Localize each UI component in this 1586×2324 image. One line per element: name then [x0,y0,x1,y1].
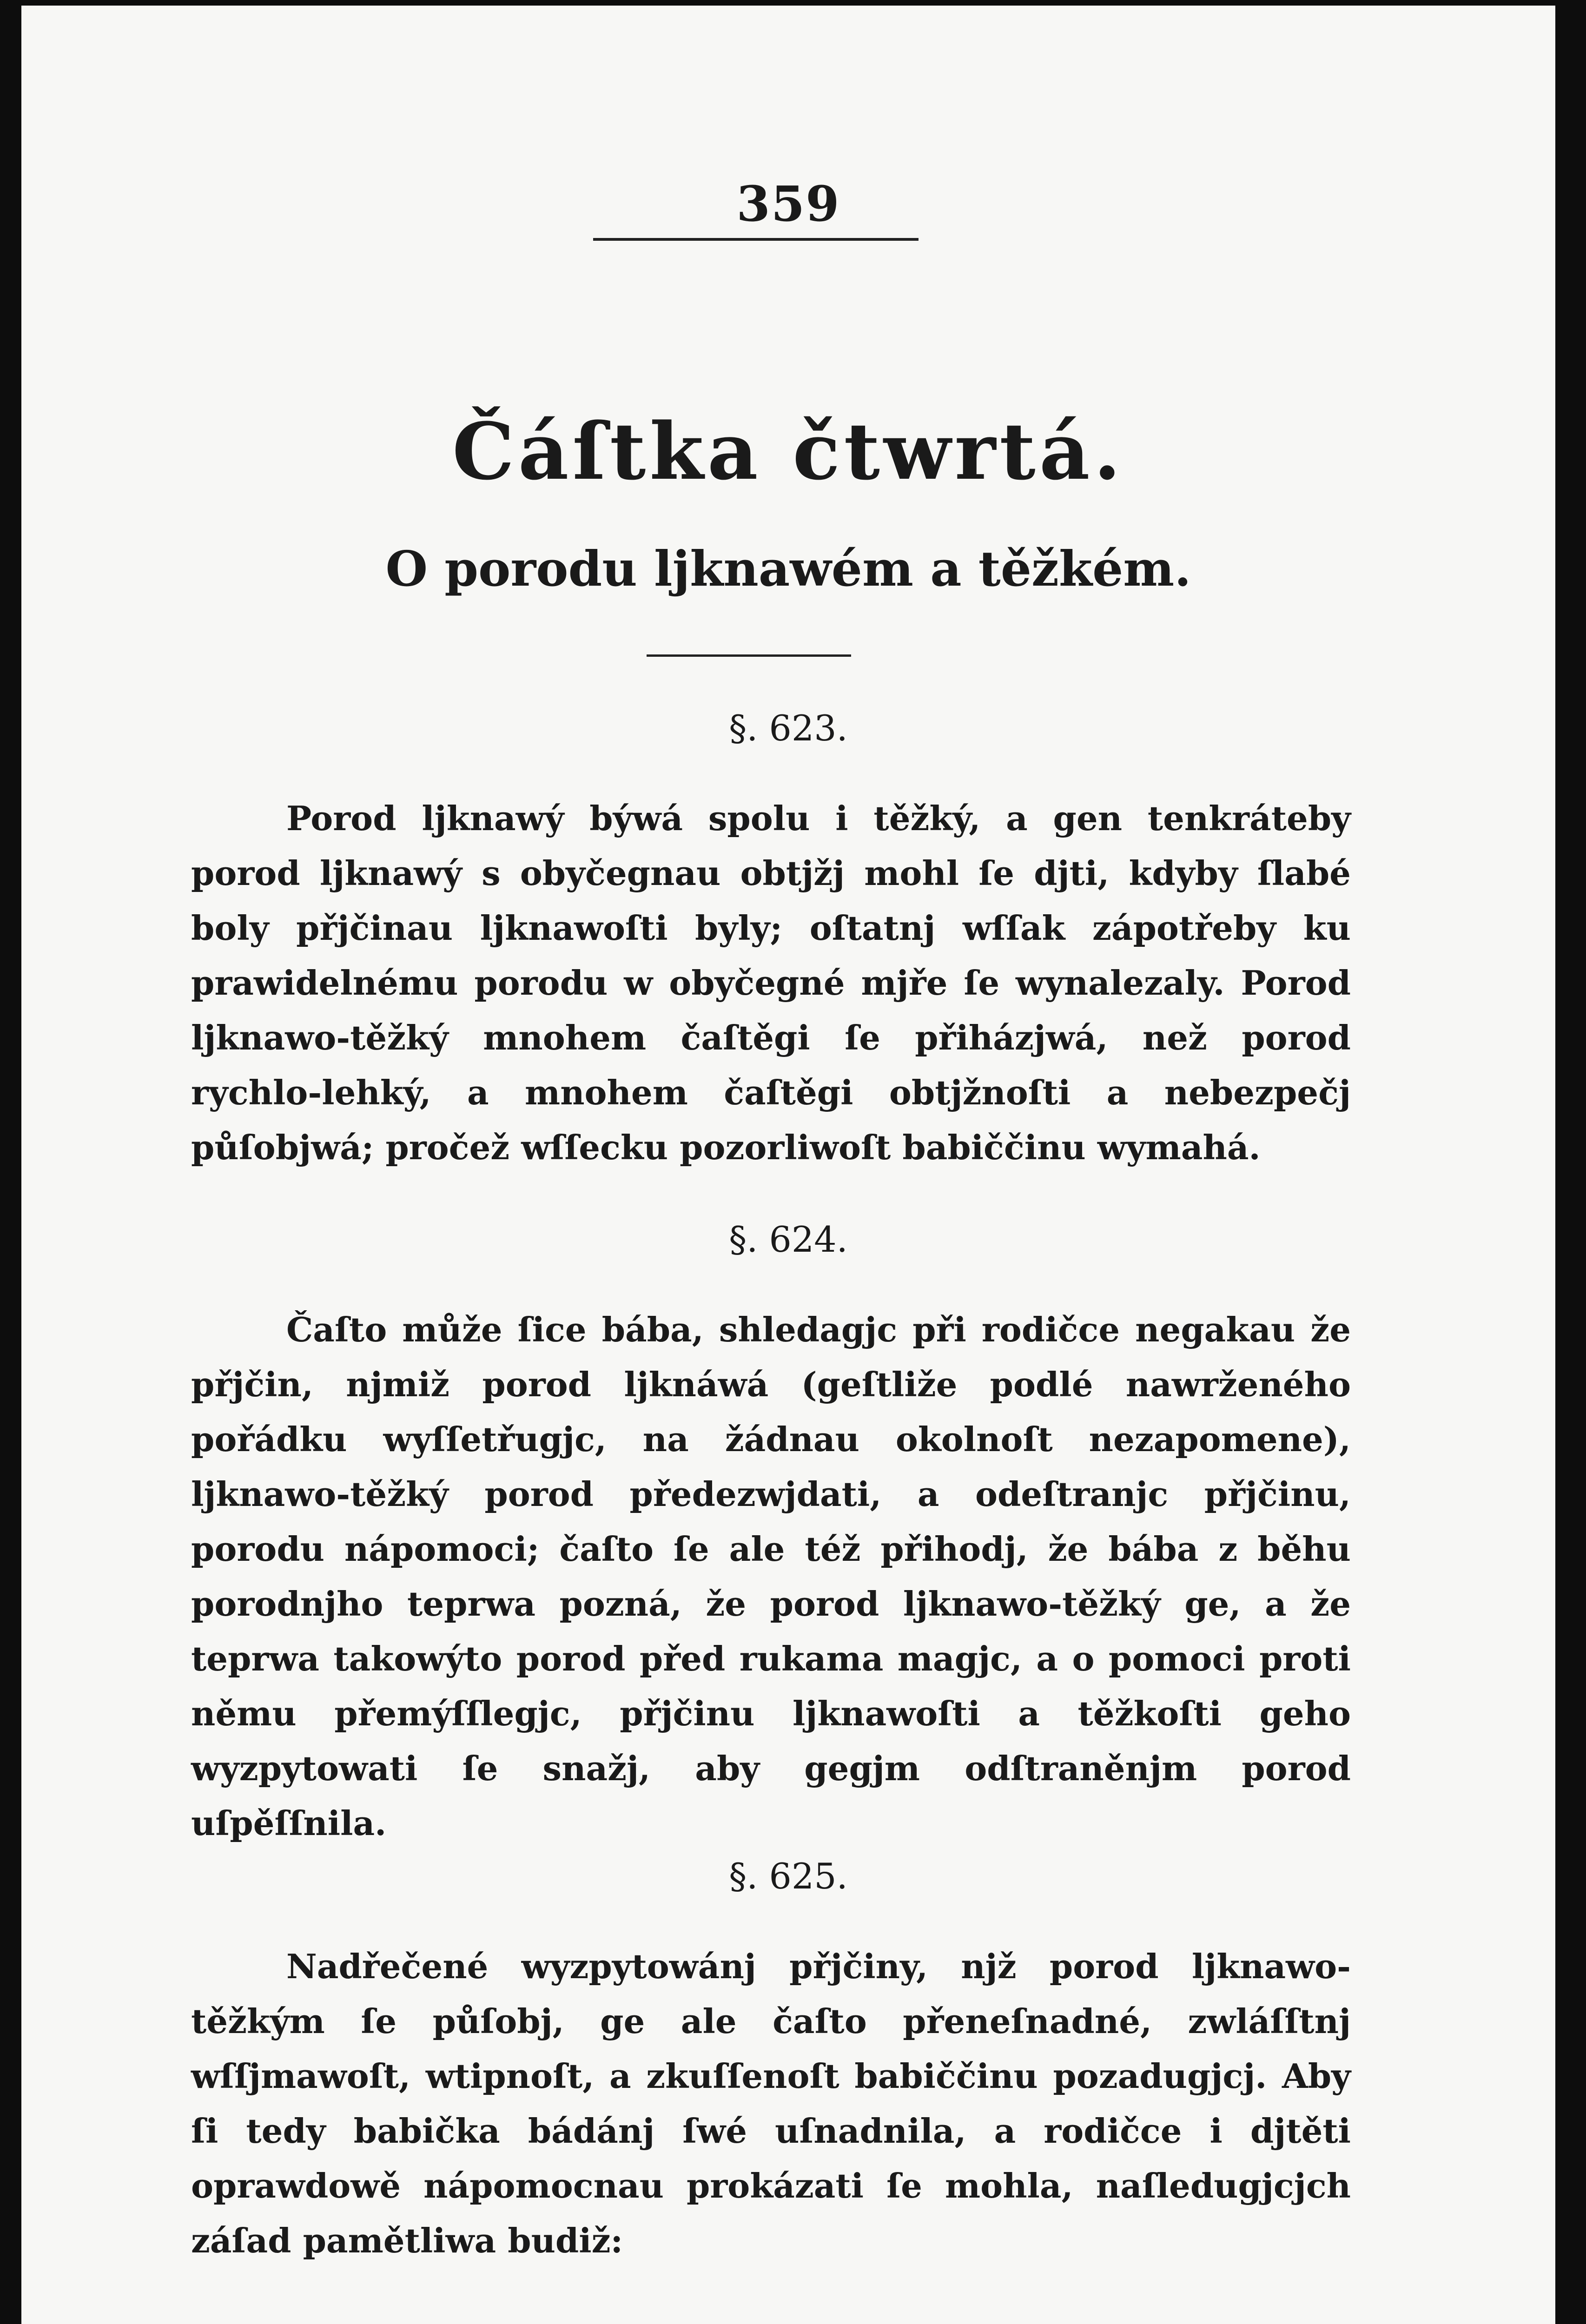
section-heading-625: §. 625. [729,1855,848,1897]
header-rule [593,238,919,241]
section-heading-624: §. 624. [729,1219,848,1260]
book-page [21,6,1555,2324]
page-number: 359 [736,175,840,232]
section-623-text: Porod ljknawý býwá spolu i těžký, a gen tenkráteby porod ljknawý s obyčegnau obtjžj mohl ſe djti, kdyby ſlabé boly přjčinau ljknawoſti byly; oſtatnj wſſak zápotřeby ku prawidelnému porodu w obyčegné mjře ſe wynalezaly. Porod ljknawo-těžký mnohem čaſtěgi ſe přiházjwá, než porod rychlo-lehký, a mnohem čaſtěgi obtjžnoſti a nebezpečj půſobjwá; pročež wſſecku pozorliwoſt babiččinu wymahá. [191,799,1351,1167]
chapter-divider [647,654,851,657]
section-624-text: Čaſto může ſice bába, shledagjc při rodičce negakau že přjčin, njmiž porod ljknáwá (geſtliže podlé nawrženého pořádku wyſſetřugjc, na žádnau okolnoſt nezapomene), ljknawo-těžký porod předezwjdati, a odeſtranjc přjčinu, porodu nápomoci; čaſto ſe ale též přihodj, že bába z běhu porodnjho teprwa pozná, že porod ljknawo-těžký ge, a že teprwa takowýto porod před rukama magjc, a o pomoci proti němu přemýſſlegjc, přjčinu ljknawoſti a těžkoſti geho wyzpytowati ſe snažj, aby gegjm odſtraněnjm porod uſpěſſnila. [191,1310,1351,1843]
chapter-title: Čáſtka čtwrtá. [452,405,1125,497]
chapter-subtitle: O porodu ljknawém a těžkém. [385,540,1191,597]
section-heading-623: §. 623. [729,707,848,749]
section-625-text: Nadřečené wyzpytowánj přjčiny, njž porod ljknawo-těžkým ſe půſobj, ge ale čaſto přeneſnadné, zwláſſtnj wſſjmawoſt, wtipnoſt, a zkuſſenoſt babiččinu pozadugjcj. Aby ſi tedy babička bádánj ſwé uſnadnila, a rodičce i djtěti oprawdowě nápomocnau prokázati ſe mohla, naſledugjcjch záſad pamětliwa budiž: [191,1947,1351,2260]
